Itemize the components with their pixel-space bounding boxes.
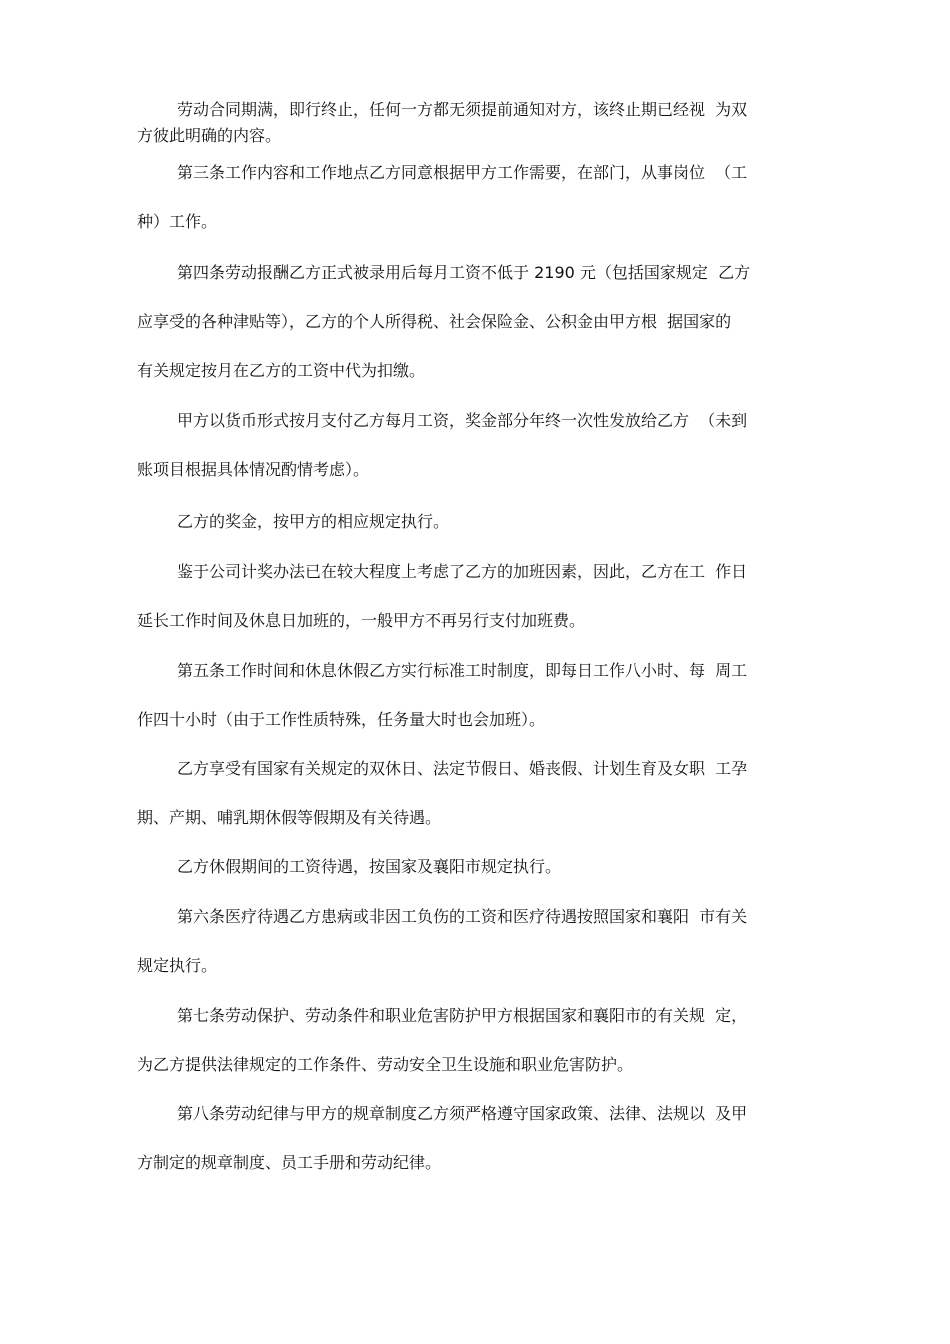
paragraph-line: 作四十小时（由于工作性质特殊，任务量大时也会加班）。 bbox=[137, 710, 546, 729]
paragraph bbox=[137, 1006, 827, 1075]
paragraph-line: 乙方的奖金，按甲方的相应规定执行。 bbox=[177, 512, 450, 531]
paragraph bbox=[137, 100, 827, 146]
paragraph bbox=[137, 857, 827, 877]
paragraph bbox=[137, 163, 827, 232]
paragraph-line: 乙方休假期间的工资待遇，按国家及襄阳市规定执行。 bbox=[177, 857, 562, 876]
paragraph-line: 种）工作。 bbox=[137, 212, 218, 231]
paragraph bbox=[137, 1104, 827, 1173]
paragraph-line: 第七条劳动保护、劳动条件和职业危害防护甲方根据国家和襄阳市的有关规 定， bbox=[177, 1006, 748, 1025]
paragraph bbox=[137, 661, 827, 730]
paragraph-line: 方彼此明确的内容。 bbox=[137, 126, 282, 145]
paragraph bbox=[137, 562, 827, 631]
paragraph-line: 应享受的各种津贴等），乙方的个人所得税、社会保险金、公积金由甲方根 据国家的 bbox=[137, 312, 732, 331]
paragraph bbox=[137, 512, 827, 532]
paragraph-line: 第八条劳动纪律与甲方的规章制度乙方须严格遵守国家政策、法律、法规以 及甲 bbox=[177, 1104, 748, 1123]
paragraph-line: 账项目根据具体情况酌情考虑）。 bbox=[137, 460, 370, 479]
paragraph-line: 鉴于公司计奖办法已在较大程度上考虑了乙方的加班因素，因此，乙方在工 作日 bbox=[177, 562, 748, 581]
paragraph-line: 方制定的规章制度、员工手册和劳动纪律。 bbox=[137, 1153, 442, 1172]
paragraph bbox=[137, 411, 827, 480]
paragraph-line: 乙方享受有国家有关规定的双休日、法定节假日、婚丧假、计划生育及女职 工孕 bbox=[177, 759, 748, 778]
paragraph-line: 劳动合同期满，即行终止，任何一方都无须提前通知对方，该终止期已经视 为双 bbox=[177, 100, 748, 119]
paragraph-line: 规定执行。 bbox=[137, 956, 218, 975]
paragraph-line: 第三条工作内容和工作地点乙方同意根据甲方工作需要，在部门，从事岗位 （工 bbox=[177, 163, 748, 182]
paragraph-line: 第四条劳动报酬乙方正式被录用后每月工资不低于 2190 元（包括国家规定 乙方 bbox=[177, 263, 751, 282]
paragraph bbox=[137, 759, 827, 828]
paragraph-line: 第五条工作时间和休息休假乙方实行标准工时制度，即每日工作八小时、每 周工 bbox=[177, 661, 748, 680]
paragraph-line: 有关规定按月在乙方的工资中代为扣缴。 bbox=[137, 361, 426, 380]
paragraph-line: 延长工作时间及休息日加班的，一般甲方不再另行支付加班费。 bbox=[137, 611, 586, 630]
paragraph-line: 第六条医疗待遇乙方患病或非因工负伤的工资和医疗待遇按照国家和襄阳 市有关 bbox=[177, 907, 748, 926]
paragraph-line: 期、产期、哺乳期休假等假期及有关待遇。 bbox=[137, 808, 442, 827]
paragraph bbox=[137, 263, 827, 381]
paragraph-line: 为乙方提供法律规定的工作条件、劳动安全卫生设施和职业危害防护。 bbox=[137, 1055, 634, 1074]
paragraph-line: 甲方以货币形式按月支付乙方每月工资，奖金部分年终一次性发放给乙方 （未到 bbox=[177, 411, 748, 430]
paragraph bbox=[137, 907, 827, 976]
